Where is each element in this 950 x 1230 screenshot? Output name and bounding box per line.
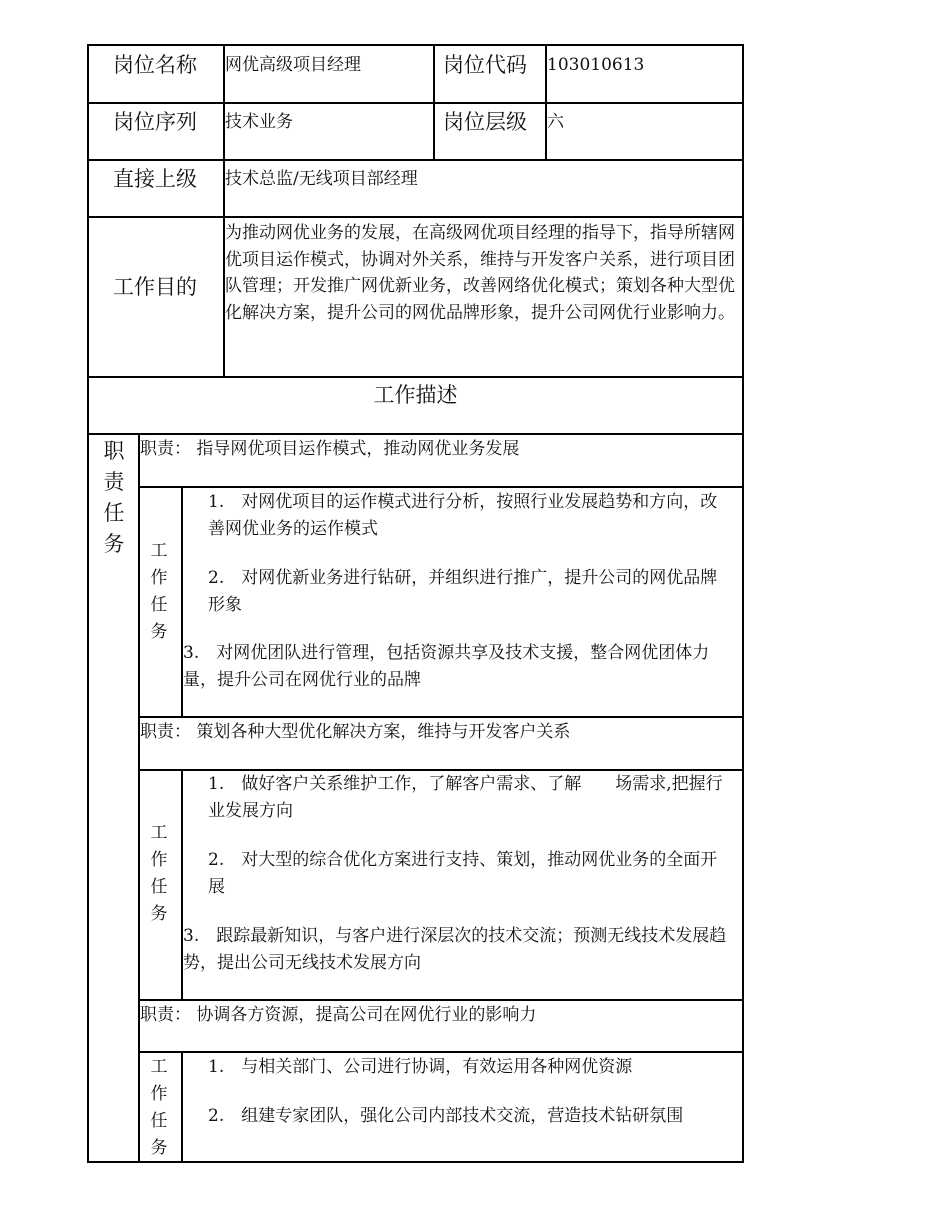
position-series-label: 岗位序列: [113, 110, 197, 134]
grid-line: [87, 102, 744, 104]
task-item: 3. 对网优团队进行管理，包括资源共享及技术支援，整合网优团体力量，提升公司在网优行业的品牌: [183, 643, 710, 690]
supervisor-value: 技术总监/无线项目部经理: [225, 169, 418, 189]
grid-line: [433, 44, 435, 161]
purpose-value: 为推动网优业务的发展，在高级网优项目经理的指导下，指导所辖网优项目运作模式，协调对外关系，维持与开发客户关系，进行项目团队管理；开发推广网优新业务，改善网络优化模式；策划各种大型优化解决方案，提升公司的网优品牌形象，提升公司网优行业影响力。: [225, 223, 735, 323]
position-name-label: 岗位名称: [113, 53, 197, 77]
responsibility-side-label: 职责任务: [103, 439, 125, 556]
supervisor-label: 直接上级: [113, 167, 197, 191]
position-name-value: 网优高级项目经理: [225, 55, 361, 75]
position-level-value: 六: [547, 112, 564, 132]
responsibility-title: 职责： 指导网优项目运作模式，推动网优业务发展: [140, 439, 520, 459]
task-item: 2. 对网优新业务进行钻研，并组织进行推广，提升公司的网优品牌形象: [208, 568, 718, 615]
grid-line: [138, 433, 140, 1163]
task-item: 3. 跟踪最新知识，与客户进行深层次的技术交流；预测无线技术发展趋势，提出公司无线技术发展方向: [183, 926, 727, 973]
description-title: 工作描述: [373, 383, 458, 407]
grid-line: [138, 486, 744, 488]
grid-line: [742, 44, 744, 1163]
grid-line: [87, 44, 744, 46]
grid-line: [87, 433, 744, 435]
grid-line: [138, 716, 744, 718]
grid-line: [87, 159, 744, 161]
responsibility-title: 职责： 策划各种大型优化解决方案，维持与开发客户关系: [140, 722, 571, 742]
responsibility-title: 职责： 协调各方资源，提高公司在网优行业的影响力: [140, 1005, 537, 1025]
task-side-label: 工作任务: [150, 1057, 168, 1158]
grid-line: [138, 999, 744, 1001]
task-side-label: 工作任务: [150, 541, 168, 642]
position-level-label: 岗位层级: [443, 110, 527, 134]
grid-line: [87, 216, 744, 218]
position-code-value: 103010613: [547, 55, 645, 75]
task-item: 1. 做好客户关系维护工作，了解客户需求、了解 场需求,把握行业发展方向: [208, 774, 723, 821]
grid-line: [138, 1051, 744, 1053]
position-series-value: 技术业务: [225, 112, 293, 132]
grid-line: [87, 44, 89, 1163]
task-side-label: 工作任务: [150, 823, 168, 924]
grid-line: [181, 1051, 183, 1163]
task-item: 1. 对网优项目的运作模式进行分析，按照行业发展趋势和方向，改善网优业务的运作模式: [208, 492, 718, 539]
task-item: 1. 与相关部门、公司进行协调，有效运用各种网优资源: [208, 1057, 633, 1077]
grid-line: [87, 1161, 744, 1163]
grid-line: [87, 376, 744, 378]
grid-line: [223, 44, 225, 378]
position-code-label: 岗位代码: [443, 53, 527, 77]
task-item: 2. 对大型的综合优化方案进行支持、策划，推动网优业务的全面开展: [208, 850, 718, 897]
task-item: 2. 组建专家团队，强化公司内部技术交流，营造技术钻研氛围: [208, 1106, 684, 1126]
purpose-label: 工作目的: [113, 275, 197, 299]
